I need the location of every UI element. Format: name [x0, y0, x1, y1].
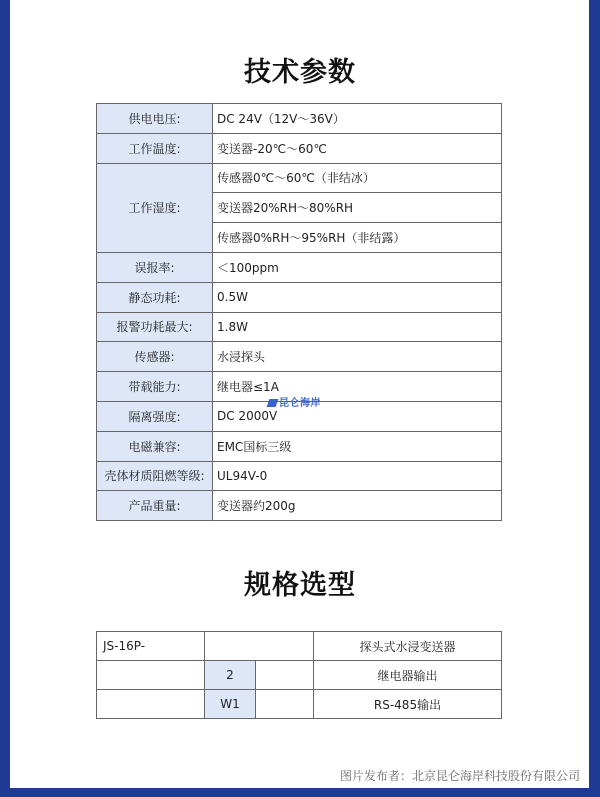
- spec-value: 继电器≤1A: [213, 372, 502, 402]
- spec-label: 误报率:: [97, 252, 213, 282]
- selection-table: [96, 631, 502, 719]
- spec-row: [97, 163, 502, 193]
- description-cell: RS-485输出: [314, 690, 502, 719]
- spec-row: [97, 104, 502, 134]
- description-cell: 探头式水浸变送器: [314, 632, 502, 661]
- selection-row: [97, 661, 502, 690]
- spec-value: 1.8W: [213, 312, 502, 342]
- spec-value: 水浸探头: [213, 342, 502, 372]
- brand-watermark: [268, 394, 321, 409]
- empty-cell: [97, 661, 205, 690]
- code-cell: [205, 632, 314, 661]
- spec-row: [97, 431, 502, 461]
- spec-value: ＜100ppm: [213, 252, 502, 282]
- empty-cell: [256, 690, 314, 719]
- spec-label: 工作湿度:: [97, 163, 213, 252]
- spec-value: EMC国标三级: [213, 431, 502, 461]
- spec-row: [97, 461, 502, 491]
- spec-row: [97, 312, 502, 342]
- spec-value: 变送器约200g: [213, 491, 502, 521]
- description-cell: 继电器输出: [314, 661, 502, 690]
- bottom-border: [0, 788, 600, 797]
- code-cell: W1: [205, 690, 256, 719]
- selection-row: [97, 690, 502, 719]
- right-border: [589, 0, 600, 797]
- spec-section-title: 技术参数: [244, 57, 356, 88]
- spec-label: 供电电压:: [97, 104, 213, 134]
- spec-label: 壳体材质阻燃等级:: [97, 461, 213, 491]
- spec-label: 带载能力:: [97, 372, 213, 402]
- spec-value: 变送器-20℃～60℃: [213, 133, 502, 163]
- spec-value: 传感器0℃～60℃（非结冰）: [213, 163, 502, 193]
- spec-table: [96, 103, 502, 521]
- selection-section-title: 规格选型: [244, 570, 356, 601]
- spec-value: DC 2000V: [213, 401, 502, 431]
- spec-value: 传感器0%RH～95%RH（非结露）: [213, 223, 502, 253]
- watermark-text: 昆仑海岸: [279, 398, 321, 409]
- empty-cell: [256, 661, 314, 690]
- spec-value: 变送器20%RH～80%RH: [213, 193, 502, 223]
- spec-label: 产品重量:: [97, 491, 213, 521]
- spec-label: 电磁兼容:: [97, 431, 213, 461]
- spec-row: [97, 491, 502, 521]
- spec-row: [97, 342, 502, 372]
- spec-row: [97, 252, 502, 282]
- selection-row: [97, 632, 502, 661]
- empty-cell: [97, 690, 205, 719]
- spec-value: 0.5W: [213, 282, 502, 312]
- publisher-footer: 图片发布者：北京昆仑海岸科技股份有限公司: [339, 769, 580, 783]
- model-prefix-cell: JS-16P-: [97, 632, 205, 661]
- code-cell: 2: [205, 661, 256, 690]
- spec-row: [97, 133, 502, 163]
- spec-row: [97, 282, 502, 312]
- spec-label: 隔离强度:: [97, 401, 213, 431]
- spec-value: DC 24V（12V～36V）: [213, 104, 502, 134]
- spec-label: 静态功耗:: [97, 282, 213, 312]
- left-border: [0, 0, 10, 797]
- watermark-logo-icon: [267, 399, 279, 407]
- spec-label: 工作温度:: [97, 133, 213, 163]
- spec-label: 传感器:: [97, 342, 213, 372]
- spec-value: UL94V-0: [213, 461, 502, 491]
- spec-label: 报警功耗最大:: [97, 312, 213, 342]
